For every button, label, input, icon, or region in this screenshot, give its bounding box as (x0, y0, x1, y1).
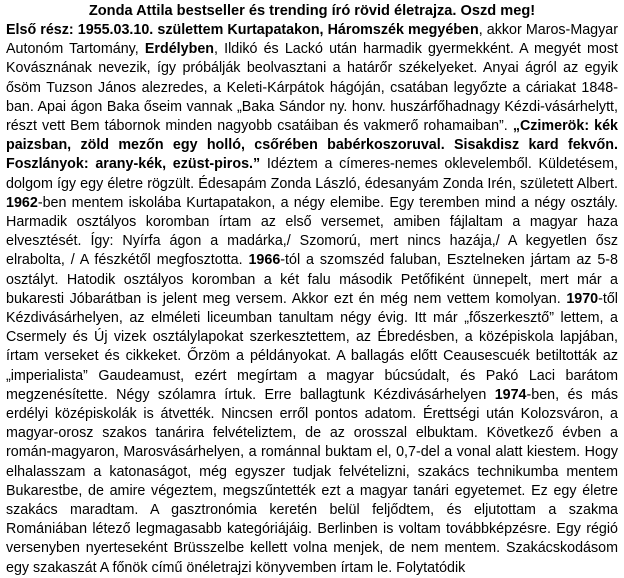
text-segment: -tól a szomszéd faluban, Esztelneken jártam az 5-8 osztályt. Hatodik osztályos koromban a két falu második Petőfiként ünnepelt, mert már a bukaresti Jóbarátban is jelent meg versem. Akkor ezt én még nem vettem komolyan. (6, 252, 618, 307)
text-segment: -ben, és más erdélyi középiskolák is átvették. Nincsen erről pontos adatom. Érettségi után Kolozsváron, a magyar-orosz szakos tanárira felvételiztem, de az orosszal elbuktam. Következő évben a román-magyaron, Marosvásárhelyen, a románnal buktam el, 0,7-del a vonal alatt kiestem. Hogy elhalasszam a katonaságot, még egyszer tudjak felvételizni, szakács technikumba mentem Bukarestbe, de amire végeztem, megszűntették ezt a magyar tanári egyetemet. Ez egy életre szakács maradtam. A gasztronómia keretén belül feljődtem, és eljutottam a szakma Romániában létező legmagasabb kategóriájáig. Berlinben is voltam továbbképzésre. Egy régió versenyben nyerteseként Brüsszelbe kellett volna menjek, de nem mentem. Szakácskodásom egy szakaszát A főnök című önéletrajzi könyvemben írtam le. Folytatódik (6, 386, 619, 576)
text-segment: 1962 (6, 194, 38, 211)
text-segment: „Czimerök: kék paizsban, zöld mezőn egy holló, csőrében babérkoszoruval. Sisakdisz kard fekvőn. Foszlányok: arany-kék, ezüst-piros.” (6, 118, 618, 173)
text-segment: -ben mentem iskolába Kurtapatakon, a négy elemibe. Egy teremben mind a négy osztály. Harmadik osztályos koromban írtam az első versemet, amiben fájlaltam a magyar haza elvesztését. Így: Nyírfa ágon a madárka,/ Szomorú, mert nincs hazája,/ A kegyetlen ősz elrabolta, / A fészkétől megfosztotta. (6, 194, 618, 269)
text-segment: 1974 (494, 386, 527, 403)
text-segment: Idéztem a címeres-nemes oklevelemből. Küldetésem, dolgom így egy életre rögzült. Édesapám Zonda László, édesanyám Zonda Irén, született Albert. (6, 156, 618, 192)
text-segment: -től Kézdivásárhelyen, az elméleti liceumban tanultam négy évig. Itt már „főszerkesztő” lettem, a Csermely és Új vizek osztálylapokat szerkesztettem, az Ébredésben, a középiskola lapjában, írtam verseket és cikkeket. Őrzöm a példányokat. A ballagás előtt Ceausescuék betiltották az „imperialista” Gaudeamust, ezért megírtam a magyar búcsúdalt, és Pakó Laci barátom megzenésítette. Négy szólamra írtuk. Erre ballagtunk Kézdivásárhelyen (6, 290, 618, 403)
text-segment: , Ildikó és Lackó után harmadik gyermekként. A megyét most Kovásznának nevezik, így próbálják beolvasztani a határőr székelyeket. Anyai ágról az egyik ősöm Tuzson János alezredes, a Keleti-Kárpátok hágóján, csatában legyőzte a cáriakat 1848-ban. Apai ágon Baka őseim vannak „Baka Sándor ny. honv. huszárfőhadnagy Kézdi-vásárhelytt, részt vett Bem tábornok minden nagyobb csatáiban és vakmerő rohamaiban”. (6, 41, 618, 135)
document-title: Zonda Attila bestseller és trending író rövid életrajza. Oszd meg! (88, 3, 536, 19)
document-body (6, 21, 618, 578)
text-segment: Első rész: 1955.03.10. születtem Kurtapatakon, Háromszék megyében (6, 22, 479, 38)
text-segment: , akkor Maros-Magyar Autonóm Tartomány, (6, 22, 618, 58)
text-segment: 1970 (566, 290, 599, 307)
text-segment: 1966 (248, 252, 281, 269)
text-segment: Erdélyben (144, 41, 214, 58)
